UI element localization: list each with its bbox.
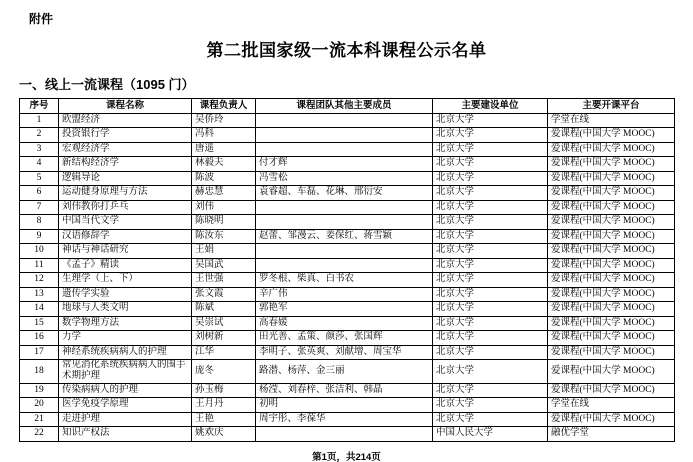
column-header: 课程团队其他主要成员: [256, 99, 433, 114]
cell: [256, 215, 433, 230]
cell: 生理学（上、下）: [59, 273, 192, 288]
cell: 16: [20, 331, 59, 346]
cell: 1: [20, 113, 59, 128]
cell: 遗传学实验: [59, 287, 192, 302]
cell: 力学: [59, 331, 192, 346]
cell: 江华: [192, 345, 256, 360]
cell: 爱课程(中国大学 MOOC): [548, 383, 675, 398]
cell: 中国人民大学: [433, 427, 548, 442]
cell: 庞冬: [192, 360, 256, 384]
cell: 姚欢庆: [192, 427, 256, 442]
table-row: [20, 360, 675, 384]
cell: 6: [20, 186, 59, 201]
page-footer: 第1页，共214页: [312, 451, 381, 462]
table-row: [20, 171, 675, 186]
cell: 北京大学: [433, 316, 548, 331]
table-row: [20, 200, 675, 215]
table-row: [20, 157, 675, 172]
cell: 孙玉梅: [192, 383, 256, 398]
cell: 北京大学: [433, 215, 548, 230]
cell: [256, 258, 433, 273]
cell: 20: [20, 398, 59, 413]
cell: 赫忠慧: [192, 186, 256, 201]
cell: 9: [20, 229, 59, 244]
table-row: [20, 427, 675, 442]
cell: 冯雪松: [256, 171, 433, 186]
table-row: [20, 412, 675, 427]
cell: 袁睿超、车磊、花琳、邢衍安: [256, 186, 433, 201]
cell: 爱课程(中国大学 MOOC): [548, 171, 675, 186]
cell: 中国当代文学: [59, 215, 192, 230]
cell: 爱课程(中国大学 MOOC): [548, 258, 675, 273]
cell: 北京大学: [433, 157, 548, 172]
cell: 张文霞: [192, 287, 256, 302]
cell: 陈汝东: [192, 229, 256, 244]
table-header-row: [20, 99, 675, 114]
cell: 17: [20, 345, 59, 360]
cell: 14: [20, 302, 59, 317]
cell: 北京大学: [433, 302, 548, 317]
table-row: [20, 302, 675, 317]
cell: 吴侨玲: [192, 113, 256, 128]
cell: 12: [20, 273, 59, 288]
cell: 辛广伟: [256, 287, 433, 302]
cell: 北京大学: [433, 258, 548, 273]
cell: 爱课程(中国大学 MOOC): [548, 215, 675, 230]
cell: 爱课程(中国大学 MOOC): [548, 273, 675, 288]
table-row: [20, 258, 675, 273]
cell: 路潜、杨萍、金三丽: [256, 360, 433, 384]
cell: 爱课程(中国大学 MOOC): [548, 331, 675, 346]
cell: 北京大学: [433, 113, 548, 128]
cell: 王娟: [192, 244, 256, 259]
cell: 王世强: [192, 273, 256, 288]
cell: 罗冬根、柴真、白书农: [256, 273, 433, 288]
cell: 医学免疫学原理: [59, 398, 192, 413]
cell: 爱课程(中国大学 MOOC): [548, 229, 675, 244]
cell: 18: [20, 360, 59, 384]
cell: 爱课程(中国大学 MOOC): [548, 302, 675, 317]
course-table: [19, 98, 675, 442]
table-row: [20, 273, 675, 288]
cell: [256, 113, 433, 128]
column-header: 主要建设单位: [433, 99, 548, 114]
cell: 陈晓明: [192, 215, 256, 230]
cell: 爱课程(中国大学 MOOC): [548, 244, 675, 259]
cell: 陈斌: [192, 302, 256, 317]
cell: 爱课程(中国大学 MOOC): [548, 157, 675, 172]
table-row: [20, 383, 675, 398]
cell: 北京大学: [433, 345, 548, 360]
cell: 爱课程(中国大学 MOOC): [548, 287, 675, 302]
cell: 爱课程(中国大学 MOOC): [548, 360, 675, 384]
cell: 汉语修辞学: [59, 229, 192, 244]
cell: 走进护理: [59, 412, 192, 427]
column-header: 课程负责人: [192, 99, 256, 114]
cell: 4: [20, 157, 59, 172]
cell: 北京大学: [433, 287, 548, 302]
table-body: [20, 113, 675, 441]
cell: 神话与神话研究: [59, 244, 192, 259]
column-header: 序号: [20, 99, 59, 114]
cell: 常见消化系统疾病病人的围手术期护理: [59, 360, 192, 384]
cell: 10: [20, 244, 59, 259]
cell: 杨滢、刘春梓、张洁利、韩晶: [256, 383, 433, 398]
cell: 初明: [256, 398, 433, 413]
cell: 8: [20, 215, 59, 230]
cell: 王艳: [192, 412, 256, 427]
cell: 北京大学: [433, 412, 548, 427]
cell: 吴国武: [192, 258, 256, 273]
table-row: [20, 229, 675, 244]
table-row: [20, 244, 675, 259]
cell: 王月丹: [192, 398, 256, 413]
cell: 冯科: [192, 128, 256, 143]
cell: 融优学堂: [548, 427, 675, 442]
cell: 刘树新: [192, 331, 256, 346]
cell: 北京大学: [433, 360, 548, 384]
cell: 爱课程(中国大学 MOOC): [548, 345, 675, 360]
section-heading: 一、线上一流课程（1095 门）: [19, 77, 195, 92]
table-row: [20, 398, 675, 413]
cell: 爱课程(中国大学 MOOC): [548, 186, 675, 201]
table-row: [20, 316, 675, 331]
table-row: [20, 345, 675, 360]
cell: 付才辉: [256, 157, 433, 172]
table-row: [20, 215, 675, 230]
column-header: 课程名称: [59, 99, 192, 114]
cell: 《孟子》精读: [59, 258, 192, 273]
table-row: [20, 128, 675, 143]
cell: 北京大学: [433, 200, 548, 215]
cell: 爱课程(中国大学 MOOC): [548, 200, 675, 215]
cell: 北京大学: [433, 398, 548, 413]
cell: 15: [20, 316, 59, 331]
cell: 北京大学: [433, 128, 548, 143]
cell: 北京大学: [433, 186, 548, 201]
cell: 爱课程(中国大学 MOOC): [548, 412, 675, 427]
cell: 5: [20, 171, 59, 186]
cell: 神经系统疾病病人的护理: [59, 345, 192, 360]
cell: 陈波: [192, 171, 256, 186]
cell: 地球与人类文明: [59, 302, 192, 317]
cell: 爱课程(中国大学 MOOC): [548, 316, 675, 331]
cell: 北京大学: [433, 331, 548, 346]
cell: 11: [20, 258, 59, 273]
cell: 新结构经济学: [59, 157, 192, 172]
cell: 投资银行学: [59, 128, 192, 143]
cell: 赵蕾、邹漫云、姜保红、蒋雪颖: [256, 229, 433, 244]
cell: 吴崇试: [192, 316, 256, 331]
cell: 宏观经济学: [59, 142, 192, 157]
cell: 7: [20, 200, 59, 215]
cell: 北京大学: [433, 229, 548, 244]
cell: 学堂在线: [548, 113, 675, 128]
cell: 北京大学: [433, 273, 548, 288]
cell: 李明子、张英爽、刘献增、周宝华: [256, 345, 433, 360]
cell: 爱课程(中国大学 MOOC): [548, 128, 675, 143]
cell: [256, 128, 433, 143]
table-head: [20, 99, 675, 114]
cell: 周宇彤、李葆华: [256, 412, 433, 427]
cell: 高春媛: [256, 316, 433, 331]
table-row: [20, 287, 675, 302]
cell: 22: [20, 427, 59, 442]
table-row: [20, 186, 675, 201]
cell: 欧盟经济: [59, 113, 192, 128]
cell: 刘伟: [192, 200, 256, 215]
cell: 北京大学: [433, 244, 548, 259]
cell: 刘伟教你打乒乓: [59, 200, 192, 215]
cell: 21: [20, 412, 59, 427]
cell: 郭艳军: [256, 302, 433, 317]
cell: [256, 244, 433, 259]
cell: 学堂在线: [548, 398, 675, 413]
column-header: 主要开课平台: [548, 99, 675, 114]
cell: [256, 427, 433, 442]
cell: 传染病病人的护理: [59, 383, 192, 398]
cell: [256, 200, 433, 215]
cell: 2: [20, 128, 59, 143]
cell: 数学物理方法: [59, 316, 192, 331]
cell: 北京大学: [433, 171, 548, 186]
cell: 田光善、孟策、颜莎、张国辉: [256, 331, 433, 346]
attachment-label: 附件: [29, 12, 54, 26]
cell: 知识产权法: [59, 427, 192, 442]
page-title: 第二批国家级一流本科课程公示名单: [206, 41, 487, 60]
cell: 3: [20, 142, 59, 157]
cell: 北京大学: [433, 383, 548, 398]
cell: 北京大学: [433, 142, 548, 157]
table-row: [20, 142, 675, 157]
cell: 爱课程(中国大学 MOOC): [548, 142, 675, 157]
cell: 唐遥: [192, 142, 256, 157]
table-row: [20, 331, 675, 346]
cell: 13: [20, 287, 59, 302]
cell: [256, 142, 433, 157]
cell: 逻辑导论: [59, 171, 192, 186]
cell: 运动健身原理与方法: [59, 186, 192, 201]
cell: 林毅夫: [192, 157, 256, 172]
cell: 19: [20, 383, 59, 398]
table-row: [20, 113, 675, 128]
